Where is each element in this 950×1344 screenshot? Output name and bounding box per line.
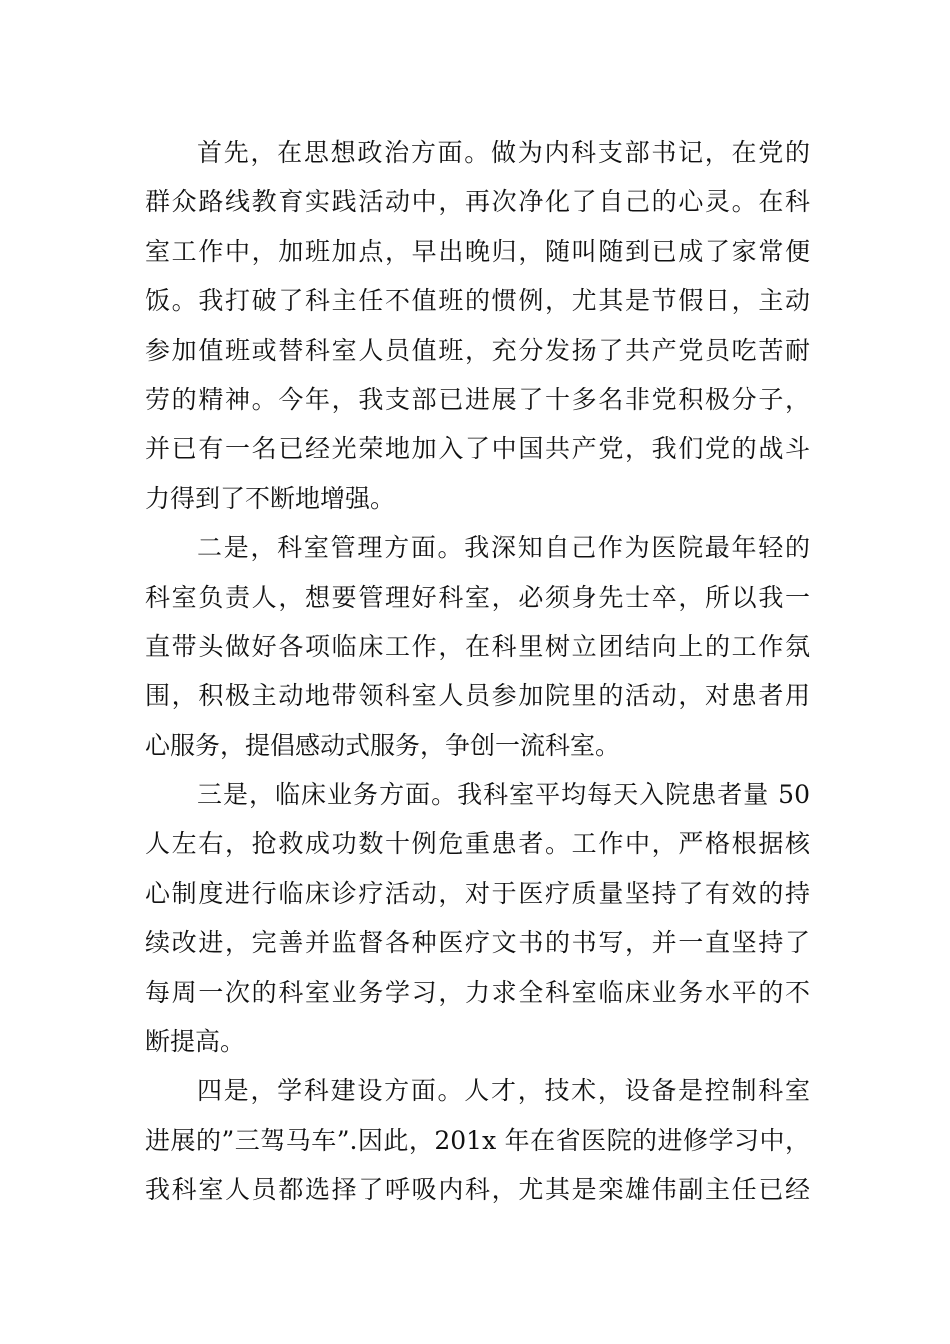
paragraph-line: 参加值班或替科室人员值班，充分发扬了共产党员吃苦耐 <box>145 335 810 365</box>
paragraph-line: 劳的精神。今年，我支部已进展了十多名非党积极分子， <box>145 384 810 414</box>
paragraph-first-line: 四是，学科建设方面。人才，技术，设备是控制科室 <box>197 1076 810 1106</box>
paragraph-line: 科室负责人，想要管理好科室，必须身先士卒，所以我一 <box>145 582 810 612</box>
paragraph-line: 力得到了不断地增强。 <box>145 483 396 513</box>
paragraph-line: 进展的”三驾马车”.因此，201x 年在省医院的进修学习中， <box>145 1125 810 1155</box>
paragraph-line: 室工作中，加班加点，早出晚归，随叫随到已成了家常便 <box>145 236 810 266</box>
paragraph-line: 我科室人员都选择了呼吸内科，尤其是栾雄伟副主任已经 <box>145 1175 810 1205</box>
paragraph-line: 群众路线教育实践活动中，再次净化了自己的心灵。在科 <box>145 187 810 217</box>
paragraph-line: 断提高。 <box>145 1027 246 1057</box>
paragraph-line: 续改进，完善并监督各种医疗文书的书写，并一直坚持了 <box>145 928 810 958</box>
paragraph-line: 心制度进行临床诊疗活动，对于医疗质量坚持了有效的持 <box>145 878 810 908</box>
paragraph-line: 心服务，提倡感动式服务，争创一流科室。 <box>145 730 621 760</box>
paragraph-line: 围，积极主动地带领科室人员参加院里的活动，对患者用 <box>145 681 810 711</box>
document-body-text <box>145 128 810 1215</box>
paragraph-first-line: 二是，科室管理方面。我深知自己作为医院最年轻的 <box>197 533 810 563</box>
paragraph-line: 并已有一名已经光荣地加入了中国共产党，我们党的战斗 <box>145 434 810 464</box>
paragraph-first-line: 首先，在思想政治方面。做为内科支部书记，在党的 <box>197 138 810 167</box>
paragraph-line: 饭。我打破了科主任不值班的惯例，尤其是节假日，主动 <box>145 286 810 316</box>
paragraph-line: 直带头做好各项临床工作，在科里树立团结向上的工作氛 <box>145 631 810 661</box>
paragraph-line: 人左右，抢救成功数十例危重患者。工作中，严格根据核 <box>145 829 810 859</box>
paragraph-line: 每周一次的科室业务学习，力求全科室临床业务水平的不 <box>145 977 810 1007</box>
paragraph-first-line: 三是，临床业务方面。我科室平均每天入院患者量 50 <box>197 780 810 810</box>
